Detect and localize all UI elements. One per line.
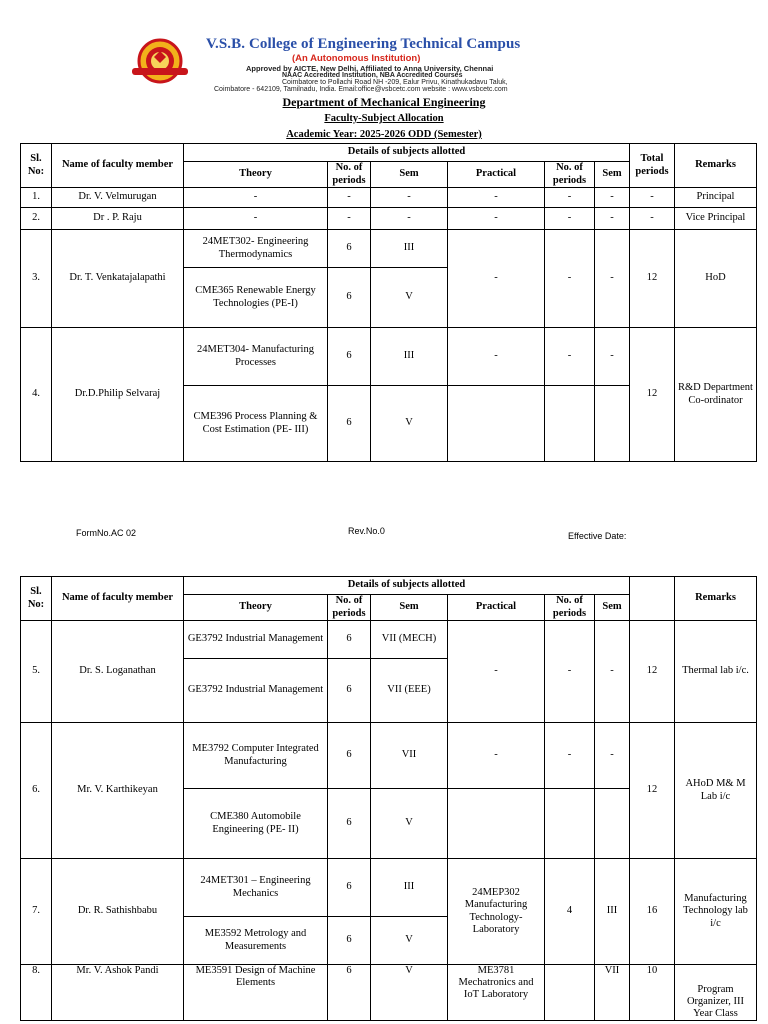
sl-no: 1.	[21, 188, 52, 208]
col-periods: No. of periods	[328, 162, 371, 188]
practical-sem: -	[595, 328, 630, 386]
sl-no: 4.	[21, 328, 52, 462]
theory-subject: CME396 Process Planning & Cost Estimation (PE- III)	[184, 386, 328, 462]
theory-periods: -	[328, 208, 371, 230]
theory-subject: ME3792 Computer Integrated Manufacturing	[184, 723, 328, 789]
col-total	[630, 577, 675, 621]
document-title: Faculty-Subject Allocation	[324, 113, 444, 124]
theory-sem: III	[371, 328, 448, 386]
practical-sem: -	[595, 208, 630, 230]
theory-periods: 6	[328, 723, 371, 789]
academic-year: Academic Year: 2025-2026 ODD (Semester)	[286, 129, 482, 140]
approval-line: Approved by AICTE, New Delhi, Affiliated to Anna University, Chennai	[246, 64, 494, 73]
practical-sem: -	[595, 230, 630, 328]
practical-subject	[448, 789, 545, 859]
sl-no: 7.	[21, 859, 52, 965]
remarks: Principal	[675, 188, 757, 208]
practical-subject: ME3781 Mechatronics and IoT Laboratory	[448, 965, 545, 1021]
col-details: Details of subjects allotted	[184, 144, 630, 162]
college-name: V.S.B. College of Engineering Technical Campus	[206, 36, 521, 52]
theory-sem: V	[371, 789, 448, 859]
table-row	[21, 965, 757, 1021]
total-periods: 12	[630, 621, 675, 723]
theory-periods: 6	[328, 789, 371, 859]
col-theory: Theory	[184, 595, 328, 621]
col-name: Name of faculty member	[52, 577, 184, 621]
practical-subject: -	[448, 723, 545, 789]
practical-periods	[545, 965, 595, 1021]
theory-sem: III	[371, 230, 448, 268]
practical-periods: -	[545, 723, 595, 789]
practical-sem: -	[595, 723, 630, 789]
faculty-name: Mr. V. Karthikeyan	[52, 723, 184, 859]
theory-sem: III	[371, 859, 448, 917]
theory-subject: CME380 Automobile Engineering (PE- II)	[184, 789, 328, 859]
sl-no: 6.	[21, 723, 52, 859]
practical-sem	[595, 789, 630, 859]
total-periods: 16	[630, 859, 675, 965]
remarks: AHoD M& M Lab i/c	[675, 723, 757, 859]
theory-sem: V	[371, 386, 448, 462]
practical-sem: -	[595, 188, 630, 208]
table-row	[21, 328, 757, 386]
revision-number: Rev.No.0	[348, 526, 385, 536]
theory-subject: GE3792 Industrial Management	[184, 659, 328, 723]
remarks: Thermal lab i/c.	[675, 621, 757, 723]
form-number: FormNo.AC 02	[76, 528, 137, 538]
practical-subject: 24MEP302 Manufacturing Technology- Laboratory	[448, 859, 545, 965]
remarks: Program Organizer, III Year Class	[675, 965, 757, 1021]
theory-periods: 6	[328, 659, 371, 723]
faculty-name: Dr. S. Loganathan	[52, 621, 184, 723]
practical-sem: III	[595, 859, 630, 965]
total-periods: 12	[630, 723, 675, 859]
practical-sem: -	[595, 621, 630, 723]
col-practical: Practical	[448, 162, 545, 188]
theory-periods: 6	[328, 621, 371, 659]
theory-subject: -	[184, 188, 328, 208]
practical-subject	[448, 386, 545, 462]
table-row	[21, 208, 757, 230]
col-practical-periods: No. of periods	[545, 162, 595, 188]
col-practical-periods: No. of periods	[545, 595, 595, 621]
address-line-1: Coimbatore to Pollachi Road NH -209, Ealur Privu, Kinathukadavu Taluk,	[282, 79, 508, 86]
theory-subject: -	[184, 208, 328, 230]
theory-periods: 6	[328, 268, 371, 328]
theory-subject: 24MET302- Engineering Thermodynamics	[184, 230, 328, 268]
department-heading: Department of Mechanical Engineering	[282, 95, 486, 109]
sl-no: 3.	[21, 230, 52, 328]
col-sl: Sl. No:	[21, 144, 52, 188]
col-practical: Practical	[448, 595, 545, 621]
total-periods: 12	[630, 328, 675, 462]
theory-periods: 6	[328, 328, 371, 386]
sl-no: 5.	[21, 621, 52, 723]
remarks: R&D Department Co-ordinator	[675, 328, 757, 462]
theory-sem: V	[371, 965, 448, 1021]
total-periods: -	[630, 208, 675, 230]
theory-subject: 24MET304- Manufacturing Processes	[184, 328, 328, 386]
address-line-2: Coimbatore - 642109, Tamilnadu, India. Email:office@vsbcetc.com website : www.vsbcetc.com	[214, 86, 508, 93]
theory-sem: V	[371, 268, 448, 328]
theory-sem: -	[371, 188, 448, 208]
col-remarks: Remarks	[675, 144, 757, 188]
practical-subject: -	[448, 230, 545, 328]
table-row	[21, 859, 757, 917]
col-practical-sem: Sem	[595, 595, 630, 621]
remarks: HoD	[675, 230, 757, 328]
theory-sem: VII	[371, 723, 448, 789]
practical-subject: -	[448, 188, 545, 208]
theory-sem: -	[371, 208, 448, 230]
accreditation-line: NAAC Accredited Institution, NBA Accredited Courses	[282, 72, 463, 79]
col-periods: No. of periods	[328, 595, 371, 621]
theory-periods: 6	[328, 965, 371, 1021]
faculty-name: Dr. V. Velmurugan	[52, 188, 184, 208]
remarks: Vice Principal	[675, 208, 757, 230]
theory-subject: GE3792 Industrial Management	[184, 621, 328, 659]
theory-periods: -	[328, 188, 371, 208]
allocation-table-1	[20, 143, 757, 462]
total-periods: 10	[630, 965, 675, 1021]
effective-date: Effective Date:	[568, 531, 627, 541]
col-total: Total periods	[630, 144, 675, 188]
practical-sem	[595, 386, 630, 462]
faculty-name: Mr. V. Ashok Pandi	[52, 965, 184, 1021]
theory-periods: 6	[328, 859, 371, 917]
faculty-name: Dr. R. Sathishbabu	[52, 859, 184, 965]
practical-subject: -	[448, 208, 545, 230]
faculty-name: Dr. T. Venkatajalapathi	[52, 230, 184, 328]
practical-subject: -	[448, 328, 545, 386]
total-periods: -	[630, 188, 675, 208]
practical-subject: -	[448, 621, 545, 723]
letterhead	[124, 34, 624, 93]
col-sem: Sem	[371, 595, 448, 621]
table-row	[21, 230, 757, 268]
theory-sem: VII (MECH)	[371, 621, 448, 659]
sl-no: 8.	[21, 965, 52, 1021]
col-sem: Sem	[371, 162, 448, 188]
theory-periods: 6	[328, 917, 371, 965]
col-theory: Theory	[184, 162, 328, 188]
practical-periods	[545, 386, 595, 462]
table-row	[21, 621, 757, 659]
col-sl: Sl. No:	[21, 577, 52, 621]
col-practical-sem: Sem	[595, 162, 630, 188]
faculty-name: Dr . P. Raju	[52, 208, 184, 230]
practical-periods: -	[545, 208, 595, 230]
theory-subject: 24MET301 – Engineering Mechanics	[184, 859, 328, 917]
practical-periods: -	[545, 621, 595, 723]
college-status: (An Autonomous Institution)	[292, 53, 421, 64]
remarks: Manufacturing Technology lab i/c	[675, 859, 757, 965]
practical-sem: VII	[595, 965, 630, 1021]
col-details: Details of subjects allotted	[184, 577, 630, 595]
practical-periods: -	[545, 328, 595, 386]
total-periods: 12	[630, 230, 675, 328]
col-name: Name of faculty member	[52, 144, 184, 188]
sl-no: 2.	[21, 208, 52, 230]
allocation-table-2	[20, 576, 757, 1021]
practical-periods: -	[545, 230, 595, 328]
table-row	[21, 723, 757, 789]
theory-subject: ME3592 Metrology and Measurements	[184, 917, 328, 965]
col-remarks: Remarks	[675, 577, 757, 621]
college-logo-icon	[128, 38, 192, 84]
practical-periods	[545, 789, 595, 859]
theory-sem: VII (EEE)	[371, 659, 448, 723]
practical-periods: -	[545, 188, 595, 208]
practical-periods: 4	[545, 859, 595, 965]
theory-periods: 6	[328, 230, 371, 268]
theory-periods: 6	[328, 386, 371, 462]
faculty-name: Dr.D.Philip Selvaraj	[52, 328, 184, 462]
theory-subject: CME365 Renewable Energy Technologies (PE-I)	[184, 268, 328, 328]
theory-subject: ME3591 Design of Machine Elements	[184, 965, 328, 1021]
theory-sem: V	[371, 917, 448, 965]
table-row	[21, 188, 757, 208]
